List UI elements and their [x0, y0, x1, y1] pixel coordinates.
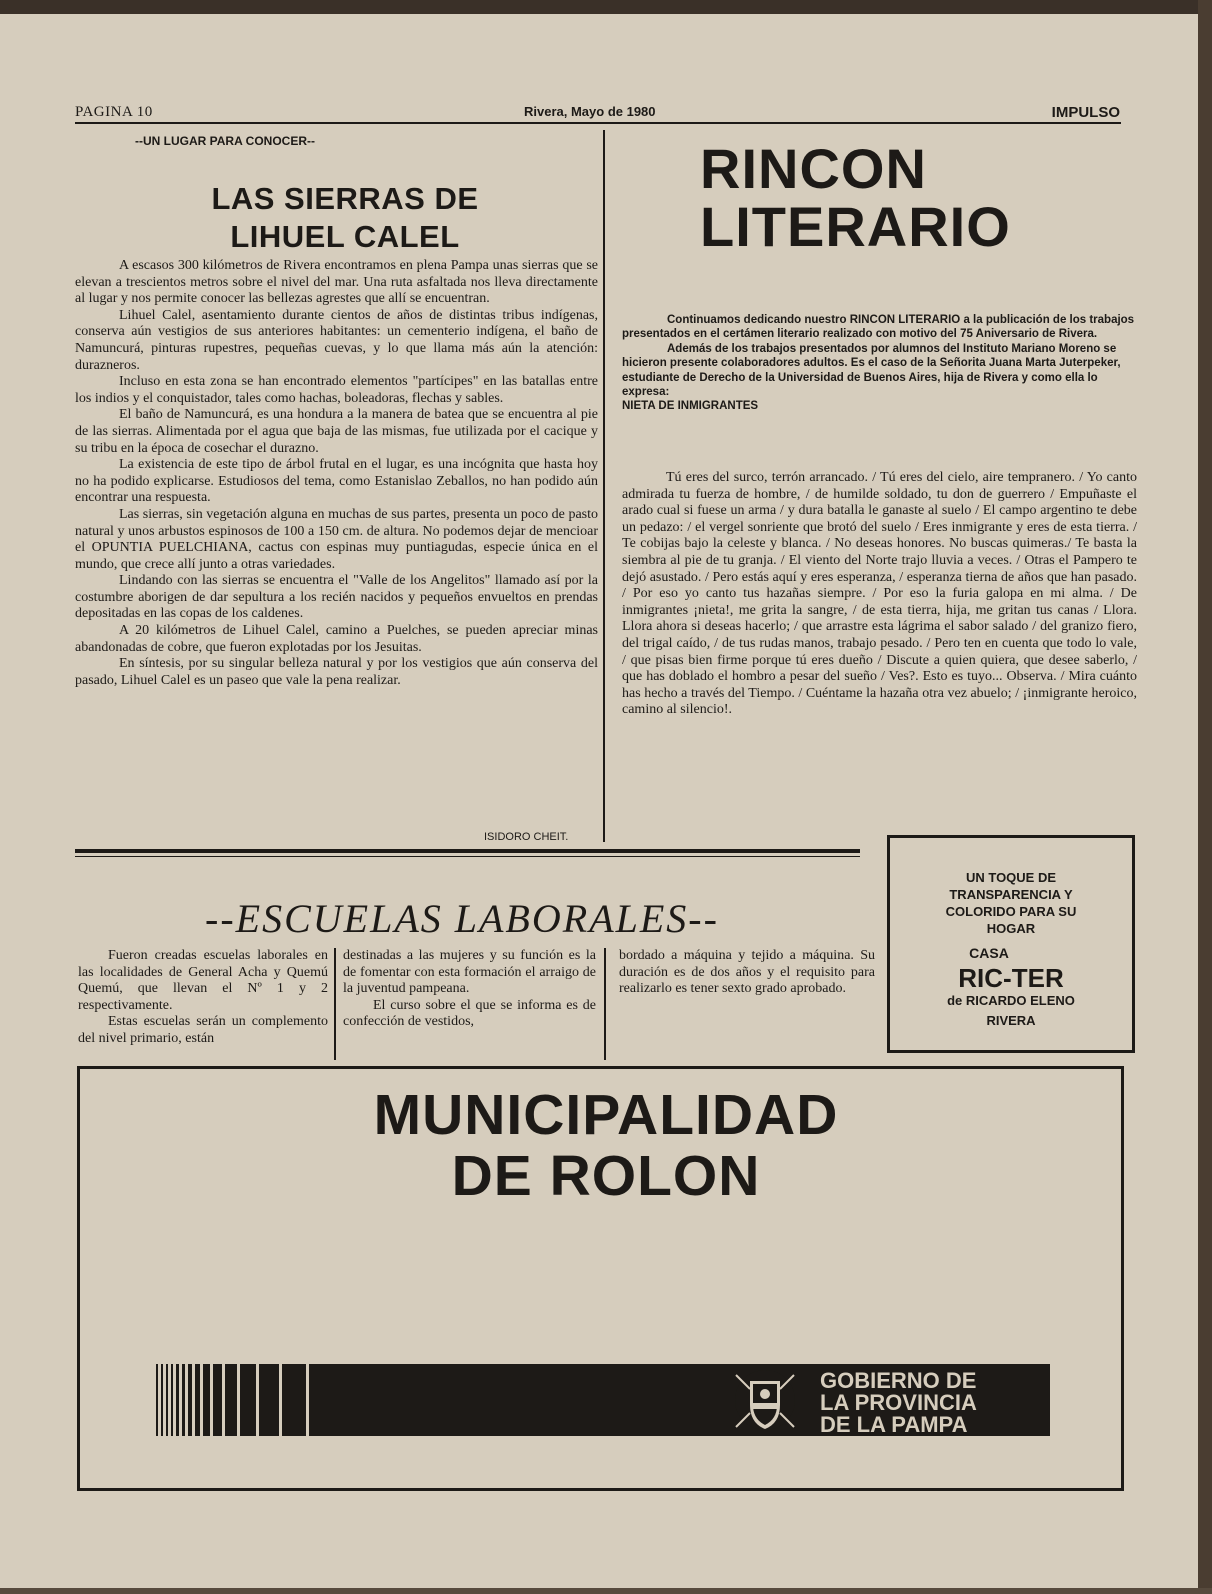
escuelas-paragraph: Estas escuelas serán un complemento del nivel primario, están [78, 1014, 328, 1046]
ricter-ad [887, 835, 1135, 1053]
scan-edge-right [1198, 0, 1212, 1594]
gobierno-line3: DE LA PAMPA [820, 1412, 968, 1437]
municipalidad-headline [0, 1085, 1212, 1207]
scan-edge-bottom [0, 1588, 1212, 1594]
municipalidad-line1: MUNICIPALIDAD [373, 1083, 839, 1147]
scan-edge-top [0, 0, 1212, 14]
sierras-paragraph: Lihuel Calel, asentamiento durante cientos de años de distintas tribus indígenas, conserva aún vestigios de sus anteriores habitantes: un cementerio indígena, el baño de Namuncurá, pinturas rupestres, pequeñas cuevas, y lo que llama más aún la atención: durazneros. [75, 307, 598, 373]
issue-date: Rivera, Mayo de 1980 [524, 104, 656, 119]
gobierno-text [820, 1370, 977, 1436]
rincon-headline-line1: RINCON [700, 137, 927, 200]
sierras-headline [160, 180, 530, 256]
section-rule-thick [75, 849, 860, 853]
page-number: PAGINA 10 [75, 104, 153, 120]
sierras-paragraph: A escasos 300 kilómetros de Rivera encontramos en plena Pampa unas sierras que se elevan a trescientos metros sobre el nivel del mar. Una ruta asfaltada nos lleva directamente al lugar y nos permite conocer las bellezas agrestes que allí se encuentran. [75, 258, 598, 307]
rincon-intro [622, 313, 1137, 414]
escuelas-paragraph: El curso sobre el que se informa es de confección de vestidos, [343, 997, 596, 1030]
banner-stripes [148, 1364, 309, 1436]
gobierno-line2: LA PROVINCIA [820, 1390, 977, 1415]
header-rule [75, 122, 1121, 124]
escuelas-column-2 [343, 948, 596, 1031]
gobierno-line1: GOBIERNO DE [820, 1368, 977, 1393]
escuelas-divider [604, 948, 606, 1060]
escuelas-column-1 [78, 948, 328, 1048]
ricter-ad-line: HOGAR [986, 921, 1036, 936]
sierras-paragraph: El baño de Namuncurá, es una hondura a la manera de batea que se encuentra al pie de las sierras. Alimentada por el agua que baja de las mismas, fue utilizada por el cacique y su tribu en la época de cosechar el durazno. [75, 407, 598, 456]
sierras-paragraph: En síntesis, por su singular belleza natural y por los vestigios que aún conserva del pasado, Lihuel Calel es un paseo que vale la pena realizar. [75, 656, 598, 688]
rincon-headline-line2: LITERARIO [700, 195, 1011, 258]
ricter-ad-owner: de RICARDO ELENO [947, 993, 1075, 1008]
poem-title: NIETA DE INMIGRANTES [622, 400, 759, 413]
escuelas-paragraph: Fueron creadas escuelas laborales en las localidades de General Acha y Quemú Quemú, que llevan el Nº 1 y 2 respectivamente. [78, 948, 328, 1013]
escuelas-divider [334, 948, 336, 1060]
sierras-paragraph: Lindando con las sierras se encuentra el "Valle de los Angelitos" llamado así por la costumbre aborigen de dar sepultura a los recién nacidos y pequeños envueltos en prendas depositadas en las copas de los caldenes. [75, 573, 598, 622]
column-divider [603, 130, 605, 842]
rincon-intro-paragraph: Además de los trabajos presentados por alumnos del Instituto Mariano Moreno se hicieron presente colaboradores adultos. Es el caso de la Señorita Juana Marta Juterpeker, estudiante de Derecho de la Universidad de Buenos Aires, hija de Rivera y como ella lo expresa: [622, 342, 1121, 399]
rincon-headline [700, 137, 1020, 258]
sierras-article-body [75, 258, 598, 689]
escuelas-paragraph: destinadas a las mujeres y su función es la de fomentar con esta formación el arraigo de la juventud pampeana. [343, 948, 596, 997]
ricter-ad-line: UN TOQUE DE [965, 870, 1057, 885]
escuelas-column-3 [619, 948, 875, 998]
rincon-intro-paragraph: Continuamos dedicando nuestro RINCON LITERARIO a la publicación de los trabajos presentados en el certámen literario realizado con motivo del 75 Aniversario de Rivera. [622, 314, 1135, 341]
ricter-ad-name: RIC-TER [958, 963, 1064, 993]
ricter-ad-line: COLORIDO PARA SU [945, 904, 1077, 919]
poem-text: Tú eres del surco, terrón arrancado. / Tú eres del cielo, aire tempranero. / Yo canto admirada tu fuerza de hombre, / de humilde soldado, tu don de guerrero / Empuñaste el arado cual si fuese un arma / y dura batalla le ganaste al suelo / El campo argentino te debe un pedazo: / el vergel sonriente que brotó del suelo / Eres inmigrante y eres de esta tierra. / Te cobijas bajo la celeste y blanca. / No deseas honores. No buscas quimeras./ Te basta la siembra al pie de tu granja. / El viento del Norte trajo lluvia a veces. / Otras el Pampero te dejó asustado. / Pero estás aquí y eres esperanza, / esperanza tierna de años que han pasado. / Por eso yo canto tus hazañas siempre. / Por eso la furia galopa en mi alma. / De inmigrantes ¡nieta!, me grita la sangre, / de esta tierra, hija, me gritan tus canas / Llora. Llora ahora si deseas hacerlo; / que arrastre esta lágrima el sabor salado / del granizo fiero, del trigal caído, / de tus rudas manos, trabajo pesado. / Pero ten en cuenta que todo lo vale, / que pisas bien firme porque tú eres dueño / Discute a quien quiera, que desee saberlo, / que has doblado el hombro a pesar del sueño / Ves?. Esto es tuyo... Observa. / Mira cuánto has hecho a través del Tiempo. / Cuéntame la hazaña otra vez abuelo; / ¡inmigrante heroico, camino al silencio!. [622, 470, 1137, 718]
poem-body [622, 470, 1137, 719]
escuelas-paragraph: bordado a máquina y tejido a máquina. Su duración es de dos años y el requisito para realizarlo es tener sexto grado aprobado. [619, 948, 875, 997]
ricter-ad-casa: CASA [969, 945, 1009, 961]
sierras-paragraph: Incluso en esta zona se han encontrado elementos "partícipes" en las batallas entre los indios y el conquistador, tales como hachas, boleadoras, flechas y sables. [75, 374, 598, 406]
section-rule-thin [75, 856, 860, 857]
ricter-ad-town: RIVERA [986, 1013, 1036, 1028]
sierras-paragraph: Las sierras, sin vegetación alguna en muchas de sus partes, presenta un poco de pasto natural y unos arbustos espinosos de 100 a 150 cm. de altura. No podemos dejar de mencioar el OPUNTIA PUELCHIANA, cactus con espinas muy puntiagudas, especie única en el mundo, que crece allí junto a otras variedades. [75, 506, 598, 572]
municipalidad-line2: DE ROLON [451, 1144, 761, 1208]
article-byline: ISIDORO CHEIT. [484, 831, 569, 843]
sierras-paragraph: La existencia de este tipo de árbol frutal en el lugar, es una incógnita que hasta hoy no ha podido explicarse. Estudiosos del tema, como Estanislao Zeballos, no han podido aún encontrar una respuesta. [75, 457, 598, 506]
gobierno-banner [148, 1364, 1050, 1436]
newspaper-name: IMPULSO [1051, 104, 1120, 121]
escuelas-headline: --ESCUELAS LABORALES-- [205, 896, 719, 941]
article-kicker: --UN LUGAR PARA CONOCER-- [135, 134, 315, 148]
sierras-headline-line1: LAS SIERRAS DE [211, 181, 479, 216]
ricter-ad-line: TRANSPARENCIA Y [949, 887, 1073, 902]
sierras-headline-line2: LIHUEL CALEL [230, 219, 460, 254]
pampa-coat-of-arms-icon [730, 1367, 800, 1433]
sierras-paragraph: A 20 kilómetros de Lihuel Calel, camino a Puelches, se pueden apreciar minas abandonadas de cobre, que fueron explotadas por los Jesuitas. [75, 623, 598, 655]
